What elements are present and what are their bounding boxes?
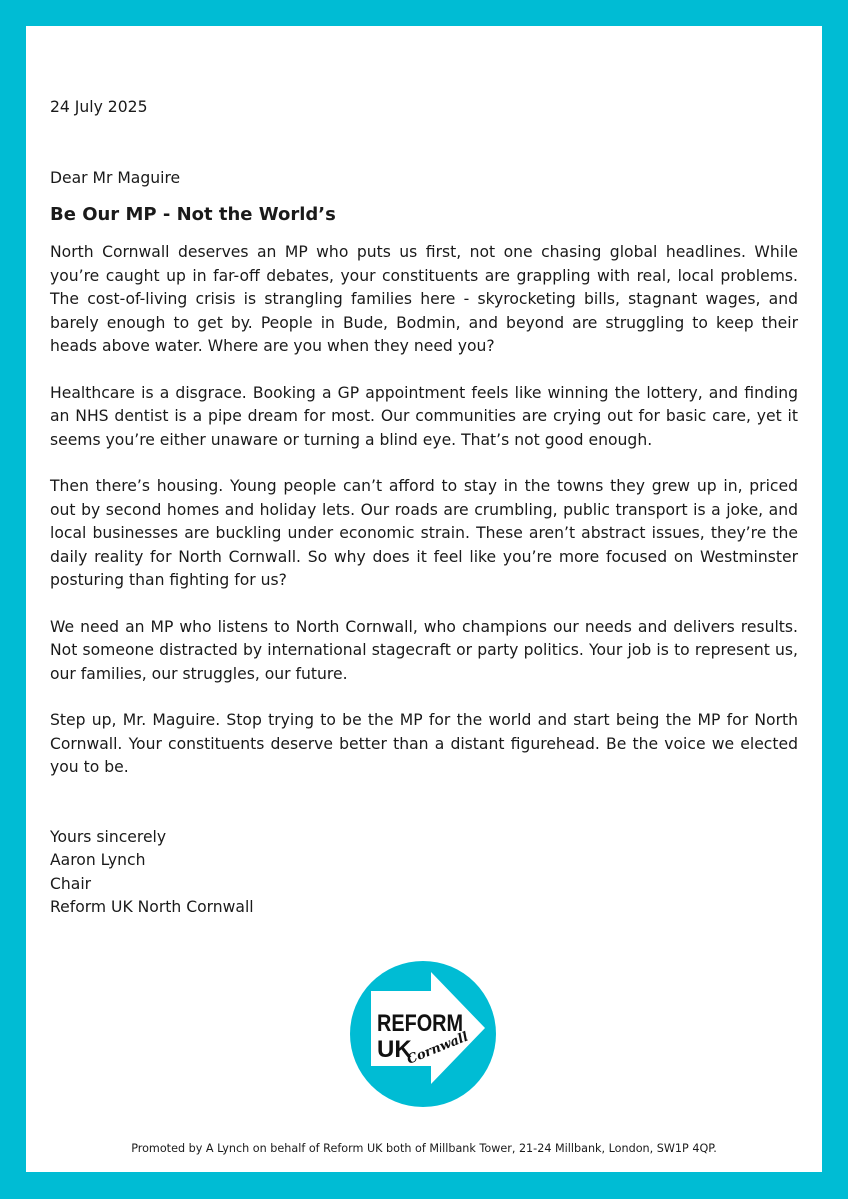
logo-word-reform: REFORM [377,1010,463,1037]
signoff-closing: Yours sincerely [50,827,167,846]
letter-page [26,26,822,1172]
paragraph: Step up, Mr. Maguire. Stop trying to be the MP for the world and start being the MP for North Cornwall. Your constituents deserve better than a distant figurehead. Be the voice we elected you to be. [50,711,798,776]
signoff-organisation: Reform UK North Cornwall [50,898,254,916]
letter-body [50,96,798,920]
logo-word-cornwall: Cornwall [404,1029,471,1068]
salutation: Dear Mr Maguire [50,168,181,187]
signoff [50,826,798,920]
paragraph: North Cornwall deserves an MP who puts us first, not one chasing global headlines. While you’re caught up in far-off debates, your constituents are grappling with real, local problems. The cost-of-living crisis is strangling families here - skyrocketing bills, stagnant wages, and barely enough to get by. People in Bude, Bodmin, and beyond are struggling to keep their heads above water. Where are you when they need you? [50,243,798,355]
reform-uk-cornwall-logo [349,960,497,1108]
letter-date: 24 July 2025 [50,98,148,116]
logo-word-uk: UK [377,1036,412,1063]
imprint-footer: Promoted by A Lynch on behalf of Reform UK both of Millbank Tower, 21-24 Millbank, London, SW1P 4QP. [131,1142,717,1155]
paragraph: Healthcare is a disgrace. Booking a GP appointment feels like winning the lottery, and finding an NHS dentist is a pipe dream for most. Our communities are crying out for basic care, yet it seems you’re either unaware or turning a blind eye. That’s not good enough. [50,383,798,449]
signoff-role: Chair [50,874,92,893]
signoff-name: Aaron Lynch [50,851,146,869]
paragraph: We need an MP who listens to North Cornwall, who champions our needs and delivers results. Not someone distracted by international stagecraft or party politics. Your job is to represent us, our families, our struggles, our future. [50,617,798,683]
paragraph: Then there’s housing. Young people can’t afford to stay in the towns they grew up in, priced out by second homes and holiday lets. Our roads are crumbling, public transport is a joke, and local businesses are buckling under economic strain. These aren’t abstract issues, they’re the daily reality for North Cornwall. So why does it feel like you’re more focused on Westminster posturing than fighting for us? [50,477,798,589]
letter-subject: Be Our MP - Not the World’s [50,204,336,225]
